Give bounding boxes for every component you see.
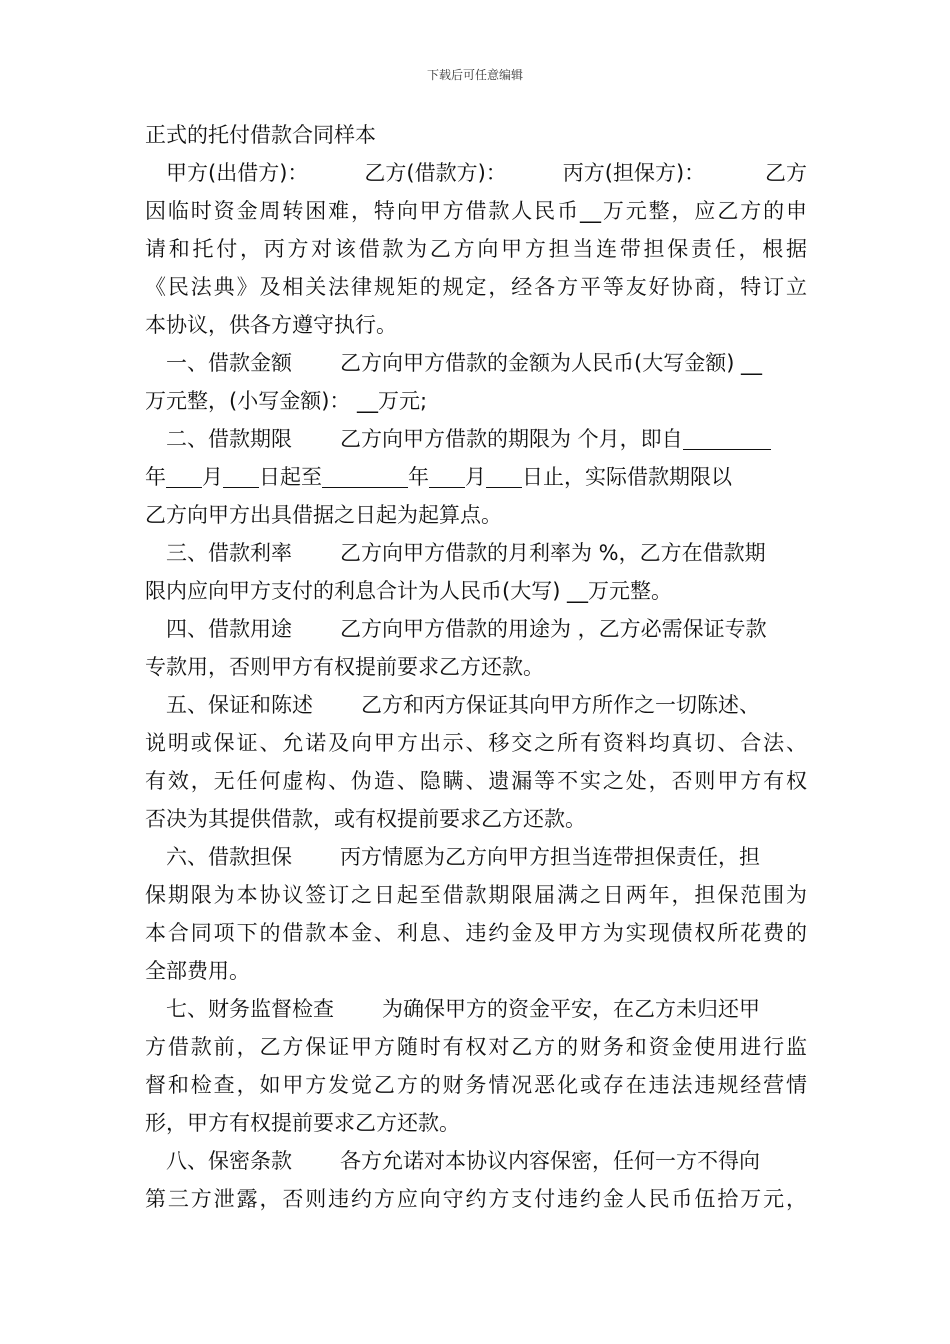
blank-field [429,467,465,488]
section-3-line [145,534,807,572]
section-heading: 一、借款金额 [166,351,292,375]
section-1-line: 万元整，(小写金额)： __万元; [145,389,428,413]
section-heading: 八、保密条款 [166,1149,292,1173]
label-month: 月 [465,465,486,489]
intro-lead: 乙方 [765,161,807,185]
blank-field [683,429,771,450]
section-5-line: 否决为其提供借款，或有权提前要求乙方还款。 [145,807,586,831]
blank-field [322,467,408,488]
section-5-line: 有效，无任何虚构、伪造、隐瞒、遗漏等不实之处，否则甲方有权 [145,769,807,793]
intro-line: 请和托付，丙方对该借款为乙方向甲方担当连带担保责任，根据 [145,237,807,261]
section-3-line: 限内应向甲方支付的利息合计为人民币(大写) __万元整。 [145,579,673,603]
section-heading: 二、借款期限 [166,427,292,451]
label-year: 年 [145,465,166,489]
section-4-line [145,610,807,648]
section-heading: 四、借款用途 [166,617,292,641]
section-text: 乙方向甲方借款的用途为 ，乙方必需保证专款 [340,617,767,641]
parties-line [145,154,807,192]
label-year: 年 [408,465,429,489]
section-2-line: 乙方向甲方出具借据之日起为起算点。 [145,503,502,527]
section-6-line [145,838,807,876]
section-7-line: 方借款前，乙方保证甲方随时有权对乙方的财务和资金使用进行监 [145,1035,807,1059]
blank-field [223,467,259,488]
section-text: 乙方和丙方保证其向甲方所作之一切陈述、 [361,693,760,717]
section-7-line [145,990,807,1028]
section-5-line [145,686,807,724]
section-heading: 六、借款担保 [166,845,292,869]
contract-body [145,116,807,1218]
section-7-line: 形，甲方有权提前要求乙方还款。 [145,1111,460,1135]
section-heading: 七、财务监督检查 [166,997,334,1021]
section-text: 为确保甲方的资金平安，在乙方未归还甲 [382,997,760,1021]
section-1-line [145,344,807,382]
section-5-line: 说明或保证、允诺及向甲方出示、移交之所有资料均真切、合法、 [145,731,807,755]
section-text: 乙方向甲方借款的金额为人民币(大写金额) __ [340,351,763,375]
party-lender: 甲方(出借方)： [166,161,309,185]
section-8-line: 第三方泄露，否则违约方应向守约方支付违约金人民币伍拾万元， [145,1187,807,1211]
section-text: 丙方情愿为乙方向甲方担当连带担保责任，担 [340,845,760,869]
party-borrower: 乙方(借款方)： [364,161,507,185]
intro-line: 本协议，供各方遵守执行。 [145,313,397,337]
section-text: 各方允诺对本协议内容保密，任何一方不得向 [340,1149,760,1173]
section-6-line: 本合同项下的借款本金、利息、违约金及甲方为实现债权所花费的 [145,921,807,945]
section-2-line [145,420,807,458]
section-text: 乙方向甲方借款的期限为 个月，即自 [340,427,683,451]
section-8-line [145,1142,807,1180]
intro-line: 因临时资金周转困难，特向甲方借款人民币__万元整，应乙方的申 [145,199,807,223]
blank-field [166,467,202,488]
section-text: 乙方向甲方借款的月利率为 %，乙方在借款期 [340,541,766,565]
section-heading: 五、保证和陈述 [166,693,313,717]
section-6-line: 全部费用。 [145,959,250,983]
intro-line: 《民法典》及相关法律规矩的规定，经各方平等友好协商，特订立 [145,275,807,299]
document-title: 正式的托付借款合同样本 [145,123,376,147]
section-2-line [145,458,807,496]
label-month: 月 [202,465,223,489]
party-guarantor: 丙方(担保方)： [562,161,706,185]
section-6-line: 保期限为本协议签订之日起至借款期限届满之日两年，担保范围为 [145,883,807,907]
section-heading: 三、借款利率 [166,541,292,565]
label-day-to: 日止，实际借款期限以 [522,465,732,489]
page-header: 下载后可任意编辑 [426,68,523,82]
blank-field [486,467,522,488]
section-4-line: 专款用，否则甲方有权提前要求乙方还款。 [145,655,544,679]
label-day-from: 日起至 [259,465,322,489]
section-7-line: 督和检查，如甲方发觉乙方的财务情况恶化或存在违法违规经营情 [145,1073,807,1097]
